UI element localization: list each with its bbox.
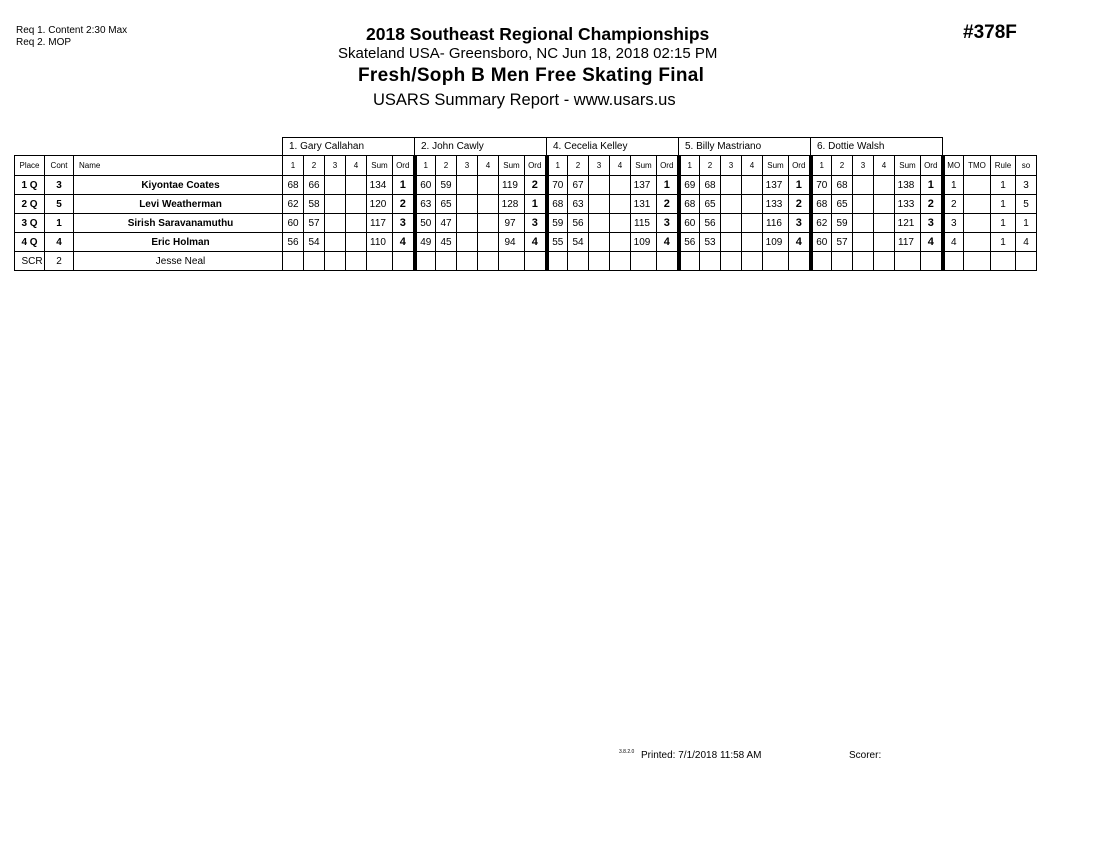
skater-name-cell: Kiyontae Coates: [74, 176, 283, 195]
col-header-judge: 1: [283, 156, 304, 176]
score-cell: [436, 252, 457, 271]
score-cell: 56: [283, 233, 304, 252]
score-cell: [457, 214, 478, 233]
score-cell: 68: [679, 195, 700, 214]
score-cell: [742, 214, 763, 233]
score-cell: 68: [547, 195, 568, 214]
score-cell: 59: [436, 176, 457, 195]
score-cell: 53: [700, 233, 721, 252]
col-header-judge: Sum: [763, 156, 789, 176]
tail-cell: [964, 195, 991, 214]
col-header-name: Name: [74, 156, 283, 176]
sum-cell: 133: [895, 195, 921, 214]
sum-cell: 133: [763, 195, 789, 214]
tail-cell: [964, 233, 991, 252]
score-cell: [568, 252, 589, 271]
score-cell: 65: [436, 195, 457, 214]
col-header-judge: Ord: [789, 156, 811, 176]
sum-cell: 115: [631, 214, 657, 233]
score-cell: [610, 233, 631, 252]
table-row: [15, 233, 1037, 252]
col-header-judge: 2: [832, 156, 853, 176]
tail-cell: [943, 252, 964, 271]
event-name: Fresh/Soph B Men Free Skating Final: [358, 65, 705, 86]
score-cell: [589, 252, 610, 271]
judges-header-row: [15, 138, 1037, 156]
score-cell: 65: [832, 195, 853, 214]
sum-cell: [895, 252, 921, 271]
score-cell: [325, 214, 346, 233]
ordinal-cell: 3: [789, 214, 811, 233]
score-cell: [874, 176, 895, 195]
col-header-judge: 3: [589, 156, 610, 176]
col-header-judge: 4: [610, 156, 631, 176]
score-cell: [478, 214, 499, 233]
col-header-judge: 4: [742, 156, 763, 176]
score-cell: [610, 176, 631, 195]
score-cell: 60: [283, 214, 304, 233]
col-header-judge: Sum: [895, 156, 921, 176]
tail-cell: 1: [991, 195, 1016, 214]
score-cell: [853, 214, 874, 233]
score-cell: [679, 252, 700, 271]
score-cell: [346, 214, 367, 233]
col-header-tail: Rule: [991, 156, 1016, 176]
sum-cell: 110: [367, 233, 393, 252]
score-cell: [346, 233, 367, 252]
score-cell: 60: [679, 214, 700, 233]
col-header-judge: 1: [415, 156, 436, 176]
ordinal-cell: [789, 252, 811, 271]
col-header-tail: TMO: [964, 156, 991, 176]
sum-cell: [499, 252, 525, 271]
ordinal-cell: 4: [789, 233, 811, 252]
event-id: #378F: [963, 22, 1017, 43]
ordinal-cell: 2: [393, 195, 415, 214]
score-cell: [610, 252, 631, 271]
sum-cell: 137: [631, 176, 657, 195]
score-cell: 70: [547, 176, 568, 195]
score-cell: [589, 195, 610, 214]
score-cell: [721, 214, 742, 233]
col-header-judge: Ord: [393, 156, 415, 176]
score-cell: [547, 252, 568, 271]
sum-cell: 128: [499, 195, 525, 214]
score-cell: 68: [811, 195, 832, 214]
col-header-judge: 2: [304, 156, 325, 176]
judge-name: 2. John Cawly: [415, 138, 547, 156]
score-cell: 62: [283, 195, 304, 214]
score-cell: [853, 176, 874, 195]
score-cell: [832, 252, 853, 271]
ordinal-cell: 1: [393, 176, 415, 195]
col-header-judge: 2: [436, 156, 457, 176]
sum-cell: [631, 252, 657, 271]
tail-cell: [964, 176, 991, 195]
col-header-judge: 1: [679, 156, 700, 176]
score-cell: [346, 252, 367, 271]
score-cell: [610, 214, 631, 233]
results-table: [14, 137, 1037, 271]
sum-cell: 134: [367, 176, 393, 195]
tail-cell: 1: [991, 214, 1016, 233]
score-cell: 56: [700, 214, 721, 233]
requirements-block: [16, 25, 127, 49]
score-cell: [742, 233, 763, 252]
judge-name: 1. Gary Callahan: [283, 138, 415, 156]
ordinal-cell: 1: [921, 176, 943, 195]
judge-name: 5. Billy Mastriano: [679, 138, 811, 156]
cont-cell: 4: [45, 233, 74, 252]
score-cell: 68: [700, 176, 721, 195]
score-cell: 50: [415, 214, 436, 233]
score-cell: [325, 195, 346, 214]
score-cell: [721, 195, 742, 214]
sum-cell: 94: [499, 233, 525, 252]
sum-cell: 116: [763, 214, 789, 233]
place-cell: 1 Q: [15, 176, 45, 195]
skater-name-cell: Eric Holman: [74, 233, 283, 252]
score-cell: [478, 195, 499, 214]
sum-cell: [763, 252, 789, 271]
ordinal-cell: 1: [657, 176, 679, 195]
score-cell: 60: [415, 176, 436, 195]
score-cell: [478, 176, 499, 195]
score-cell: [874, 214, 895, 233]
blank-cell: [943, 138, 1037, 156]
tail-cell: 1: [943, 176, 964, 195]
score-cell: 45: [436, 233, 457, 252]
score-cell: [589, 214, 610, 233]
col-header-place: Place: [15, 156, 45, 176]
score-cell: [874, 233, 895, 252]
score-cell: 58: [304, 195, 325, 214]
cont-cell: 3: [45, 176, 74, 195]
ordinal-cell: 3: [921, 214, 943, 233]
score-cell: 56: [679, 233, 700, 252]
score-cell: 49: [415, 233, 436, 252]
score-cell: [853, 233, 874, 252]
ordinal-cell: [921, 252, 943, 271]
report-line: USARS Summary Report - www.usars.us: [373, 91, 676, 109]
table-row: [15, 214, 1037, 233]
score-cell: 60: [811, 233, 832, 252]
score-cell: [589, 176, 610, 195]
software-version: 3.8.2.0: [619, 749, 635, 755]
judge-name: 6. Dottie Walsh: [811, 138, 943, 156]
score-cell: 67: [568, 176, 589, 195]
ordinal-cell: 4: [525, 233, 547, 252]
score-cell: [742, 252, 763, 271]
score-cell: [457, 252, 478, 271]
ordinal-cell: 3: [657, 214, 679, 233]
score-cell: [478, 233, 499, 252]
ordinal-cell: 1: [525, 195, 547, 214]
place-cell: 3 Q: [15, 214, 45, 233]
place-cell: 4 Q: [15, 233, 45, 252]
ordinal-cell: 3: [393, 214, 415, 233]
col-header-judge: 1: [547, 156, 568, 176]
tail-cell: 1: [1016, 214, 1037, 233]
col-header-judge: 2: [568, 156, 589, 176]
ordinal-cell: 4: [921, 233, 943, 252]
score-cell: [853, 252, 874, 271]
score-cell: [415, 252, 436, 271]
col-header-judge: 3: [721, 156, 742, 176]
score-cell: 57: [304, 214, 325, 233]
score-cell: 70: [811, 176, 832, 195]
score-cell: [589, 233, 610, 252]
score-cell: [721, 176, 742, 195]
col-header-judge: Ord: [657, 156, 679, 176]
score-cell: [478, 252, 499, 271]
page-title: 2018 Southeast Regional Championships: [366, 24, 710, 44]
ordinal-cell: 2: [525, 176, 547, 195]
ordinal-cell: 3: [525, 214, 547, 233]
ordinal-cell: 4: [657, 233, 679, 252]
table-row: [15, 252, 1037, 271]
tail-cell: [991, 252, 1016, 271]
col-header-cont: Cont: [45, 156, 74, 176]
score-cell: [700, 252, 721, 271]
col-header-judge: 3: [853, 156, 874, 176]
tail-cell: 1: [991, 176, 1016, 195]
col-header-judge: Sum: [499, 156, 525, 176]
score-cell: [610, 195, 631, 214]
tail-cell: 2: [943, 195, 964, 214]
ordinal-cell: 4: [393, 233, 415, 252]
cont-cell: 2: [45, 252, 74, 271]
score-cell: [457, 195, 478, 214]
score-cell: [811, 252, 832, 271]
score-cell: 57: [832, 233, 853, 252]
sum-cell: 117: [895, 233, 921, 252]
column-header-row: [15, 156, 1037, 176]
score-cell: 68: [832, 176, 853, 195]
col-header-judge: 4: [874, 156, 895, 176]
ordinal-cell: 1: [789, 176, 811, 195]
sum-cell: 119: [499, 176, 525, 195]
score-cell: [304, 252, 325, 271]
score-cell: [874, 252, 895, 271]
score-cell: [325, 252, 346, 271]
score-cell: [283, 252, 304, 271]
score-cell: 66: [304, 176, 325, 195]
score-cell: [874, 195, 895, 214]
score-cell: [853, 195, 874, 214]
sum-cell: 131: [631, 195, 657, 214]
sum-cell: 109: [631, 233, 657, 252]
score-cell: [742, 176, 763, 195]
score-cell: 63: [415, 195, 436, 214]
judge-name: 4. Cecelia Kelley: [547, 138, 679, 156]
score-cell: 63: [568, 195, 589, 214]
col-header-tail: MO: [943, 156, 964, 176]
col-header-judge: 4: [478, 156, 499, 176]
sum-cell: 120: [367, 195, 393, 214]
cont-cell: 5: [45, 195, 74, 214]
venue-line: Skateland USA- Greensboro, NC Jun 18, 2018 02:15 PM: [338, 45, 718, 62]
score-cell: 59: [832, 214, 853, 233]
tail-cell: 3: [943, 214, 964, 233]
sum-cell: 137: [763, 176, 789, 195]
place-cell: 2 Q: [15, 195, 45, 214]
col-header-judge: Sum: [631, 156, 657, 176]
score-cell: 56: [568, 214, 589, 233]
ordinal-cell: [657, 252, 679, 271]
requirement-2: Req 2. MOP: [16, 37, 72, 48]
score-cell: [457, 176, 478, 195]
score-cell: 55: [547, 233, 568, 252]
tail-cell: [964, 252, 991, 271]
score-cell: [346, 195, 367, 214]
col-header-judge: 3: [325, 156, 346, 176]
skater-name-cell: Sirish Saravanamuthu: [74, 214, 283, 233]
cont-cell: 1: [45, 214, 74, 233]
sum-cell: 97: [499, 214, 525, 233]
printed-timestamp: Printed: 7/1/2018 11:58 AM: [641, 750, 762, 761]
score-cell: 69: [679, 176, 700, 195]
sum-cell: [367, 252, 393, 271]
col-header-judge: 3: [457, 156, 478, 176]
ordinal-cell: [393, 252, 415, 271]
score-cell: [721, 252, 742, 271]
score-cell: [457, 233, 478, 252]
score-cell: [325, 233, 346, 252]
score-cell: 59: [547, 214, 568, 233]
place-cell: SCR: [15, 252, 45, 271]
score-cell: 65: [700, 195, 721, 214]
tail-cell: 3: [1016, 176, 1037, 195]
ordinal-cell: 2: [657, 195, 679, 214]
tail-cell: 4: [943, 233, 964, 252]
ordinal-cell: 2: [789, 195, 811, 214]
ordinal-cell: 2: [921, 195, 943, 214]
requirement-1: Req 1. Content 2:30 Max: [16, 25, 128, 36]
score-cell: 47: [436, 214, 457, 233]
sum-cell: 109: [763, 233, 789, 252]
score-cell: [742, 195, 763, 214]
skater-name-cell: Levi Weatherman: [74, 195, 283, 214]
tail-cell: 4: [1016, 233, 1037, 252]
col-header-tail: so: [1016, 156, 1037, 176]
tail-cell: [964, 214, 991, 233]
col-header-judge: Ord: [921, 156, 943, 176]
table-row: [15, 195, 1037, 214]
col-header-judge: 4: [346, 156, 367, 176]
score-cell: [346, 176, 367, 195]
sum-cell: 138: [895, 176, 921, 195]
sum-cell: 117: [367, 214, 393, 233]
score-cell: [721, 233, 742, 252]
table-row: [15, 176, 1037, 195]
tail-cell: 5: [1016, 195, 1037, 214]
tail-cell: 1: [991, 233, 1016, 252]
col-header-judge: 1: [811, 156, 832, 176]
sum-cell: 121: [895, 214, 921, 233]
skater-name-cell: Jesse Neal: [74, 252, 283, 271]
tail-cell: [1016, 252, 1037, 271]
col-header-judge: 2: [700, 156, 721, 176]
score-cell: 54: [304, 233, 325, 252]
col-header-judge: Sum: [367, 156, 393, 176]
scorer-label: Scorer:: [849, 750, 882, 761]
score-cell: [325, 176, 346, 195]
ordinal-cell: [525, 252, 547, 271]
score-cell: 68: [283, 176, 304, 195]
score-cell: 62: [811, 214, 832, 233]
col-header-judge: Ord: [525, 156, 547, 176]
score-cell: 54: [568, 233, 589, 252]
blank-cell: [15, 138, 283, 156]
